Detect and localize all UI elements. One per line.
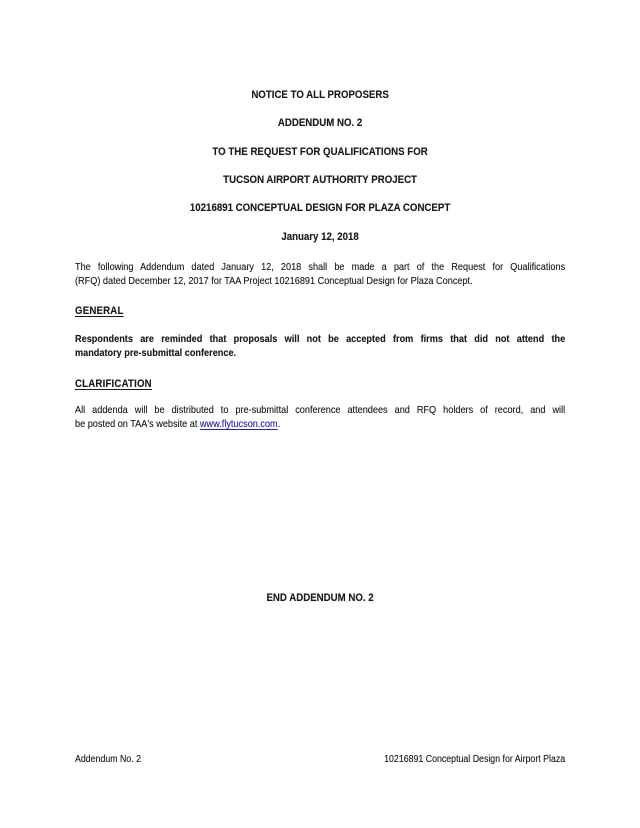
project-title-line: 10216891 CONCEPTUAL DESIGN FOR PLAZA CONCEPT <box>189 202 451 214</box>
intro-paragraph <box>75 261 565 290</box>
footer-right-text: 10216891 Conceptual Design for Airport Plaza <box>384 754 566 765</box>
intro-line-1: The following Addendum dated January 12, 2018 shall be made a part of the Request for Qualifications <box>75 262 566 273</box>
general-line-2: mandatory pre-submittal conference. <box>75 348 237 360</box>
authority-title-line: TUCSON AIRPORT AUTHORITY PROJECT <box>223 174 417 186</box>
notice-title: NOTICE TO ALL PROPOSERS <box>251 89 389 101</box>
clarification-line-2-prefix: be posted on TAA's website at <box>75 419 200 431</box>
clarification-line-2-suffix: . <box>277 419 281 431</box>
page-footer <box>75 753 565 767</box>
intro-line-2: (RFQ) dated December 12, 2017 for TAA Project 10216891 Conceptual Design for Plaza Concept. <box>75 276 473 288</box>
general-heading: GENERAL <box>75 305 124 317</box>
end-addendum-line: END ADDENDUM NO. 2 <box>266 592 374 604</box>
clarification-heading: CLARIFICATION <box>75 378 152 390</box>
footer-left-text: Addendum No. 2 <box>75 754 142 765</box>
addendum-number-title: ADDENDUM NO. 2 <box>277 117 363 129</box>
general-paragraph <box>75 333 565 362</box>
clarification-line-2 <box>75 418 565 432</box>
clarification-line-1: All addenda will be distributed to pre-submittal conference attendees and RFQ holders of record, and will <box>75 405 566 416</box>
clarification-paragraph <box>75 404 565 433</box>
rfq-title-line: TO THE REQUEST FOR QUALIFICATIONS FOR <box>212 146 428 158</box>
date-line: January 12, 2018 <box>281 231 359 243</box>
flytucson-link[interactable]: www.flytucson.com <box>199 419 278 431</box>
general-line-1: Respondents are reminded that proposals will not be accepted from firms that did not attend the <box>75 334 566 345</box>
